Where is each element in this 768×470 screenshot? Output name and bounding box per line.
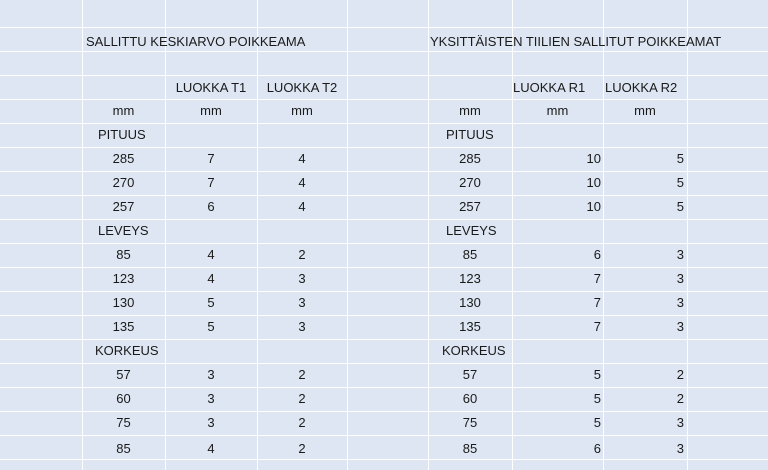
- right-size-cell: 257: [459, 199, 481, 214]
- left-unit-t1: mm: [200, 103, 222, 118]
- left-header-t2: LUOKKA T2: [266, 80, 338, 95]
- right-r2-cell: 3: [676, 415, 684, 430]
- right-r2-cell: 3: [676, 271, 684, 286]
- left-t1-cell: 7: [207, 175, 215, 190]
- left-t2-cell: 2: [298, 415, 306, 430]
- right-unit-r1: mm: [546, 103, 569, 118]
- right-r2-cell: 5: [676, 151, 684, 166]
- right-size-cell: 57: [462, 367, 478, 382]
- left-t2-cell: 2: [298, 391, 306, 406]
- right-r2-cell: 5: [676, 199, 684, 214]
- grid-line: [347, 0, 348, 470]
- right-r1-cell: 6: [593, 441, 601, 456]
- right-table-title: YKSITTÄISTEN TIILIEN SALLITUT POIKKEAMAT: [430, 34, 722, 49]
- left-size-cell: 85: [116, 247, 131, 262]
- grid-line: [0, 27, 768, 28]
- right-r1-cell: 10: [586, 151, 601, 166]
- left-t2-cell: 3: [298, 319, 306, 334]
- left-t1-cell: 4: [207, 271, 215, 286]
- left-size-cell: 60: [116, 391, 131, 406]
- right-unit-size: mm: [459, 103, 481, 118]
- right-r1-cell: 5: [593, 367, 601, 382]
- left-size-cell: 123: [112, 271, 135, 286]
- left-t1-cell: 4: [207, 247, 215, 262]
- left-t1-cell: 5: [207, 295, 215, 310]
- right-section-label: LEVEYS: [446, 223, 497, 238]
- left-t2-cell: 4: [298, 199, 306, 214]
- right-r2-cell: 2: [676, 391, 684, 406]
- right-size-cell: 123: [459, 271, 481, 286]
- right-size-cell: 85: [462, 441, 478, 456]
- right-r2-cell: 3: [676, 441, 684, 456]
- grid-line: [0, 435, 768, 436]
- right-r2-cell: 5: [676, 175, 684, 190]
- right-r1-cell: 10: [586, 175, 601, 190]
- left-t2-cell: 4: [298, 175, 306, 190]
- left-size-cell: 270: [112, 175, 135, 190]
- left-t1-cell: 3: [207, 391, 215, 406]
- left-section-label: PITUUS: [98, 127, 146, 142]
- right-size-cell: 130: [459, 295, 481, 310]
- right-r1-cell: 6: [593, 247, 601, 262]
- right-header-r2: LUOKKA R2: [605, 80, 678, 95]
- right-r2-cell: 3: [676, 247, 684, 262]
- left-t2-cell: 2: [298, 441, 306, 456]
- right-r1-cell: 7: [593, 295, 601, 310]
- left-unit-size: mm: [112, 103, 135, 118]
- right-r1-cell: 5: [593, 415, 601, 430]
- left-t1-cell: 5: [207, 319, 215, 334]
- right-section-label: PITUUS: [446, 127, 494, 142]
- right-r2-cell: 3: [676, 295, 684, 310]
- left-section-label: KORKEUS: [95, 343, 159, 358]
- left-section-label: LEVEYS: [98, 223, 149, 238]
- right-r2-cell: 2: [676, 367, 684, 382]
- right-r1-cell: 7: [593, 271, 601, 286]
- left-header-t1: LUOKKA T1: [175, 80, 247, 95]
- left-t2-cell: 3: [298, 271, 306, 286]
- left-t2-cell: 3: [298, 295, 306, 310]
- left-size-cell: 257: [112, 199, 135, 214]
- right-size-cell: 270: [459, 175, 481, 190]
- left-size-cell: 130: [112, 295, 135, 310]
- left-size-cell: 135: [112, 319, 135, 334]
- left-size-cell: 75: [116, 415, 131, 430]
- left-t2-cell: 4: [298, 151, 306, 166]
- right-size-cell: 135: [459, 319, 481, 334]
- left-t1-cell: 3: [207, 415, 215, 430]
- right-r1-cell: 5: [593, 391, 601, 406]
- left-size-cell: 285: [112, 151, 135, 166]
- grid-line: [687, 0, 688, 470]
- right-size-cell: 85: [462, 247, 478, 262]
- right-size-cell: 60: [462, 391, 478, 406]
- right-section-label: KORKEUS: [442, 343, 506, 358]
- right-r2-cell: 3: [676, 319, 684, 334]
- left-size-cell: 57: [116, 367, 131, 382]
- left-t2-cell: 2: [298, 367, 306, 382]
- right-r1-cell: 10: [586, 199, 601, 214]
- left-size-cell: 85: [116, 441, 131, 456]
- right-size-cell: 75: [462, 415, 478, 430]
- right-unit-r2: mm: [634, 103, 656, 118]
- left-t1-cell: 4: [207, 441, 215, 456]
- left-t1-cell: 3: [207, 367, 215, 382]
- left-t1-cell: 7: [207, 151, 215, 166]
- left-t2-cell: 2: [298, 247, 306, 262]
- left-table-title: SALLITTU KESKIARVO POIKKEAMA: [86, 34, 306, 49]
- right-size-cell: 285: [459, 151, 481, 166]
- left-t1-cell: 6: [207, 199, 215, 214]
- right-header-r1: LUOKKA R1: [513, 80, 586, 95]
- right-r1-cell: 7: [593, 319, 601, 334]
- left-unit-t2: mm: [291, 103, 313, 118]
